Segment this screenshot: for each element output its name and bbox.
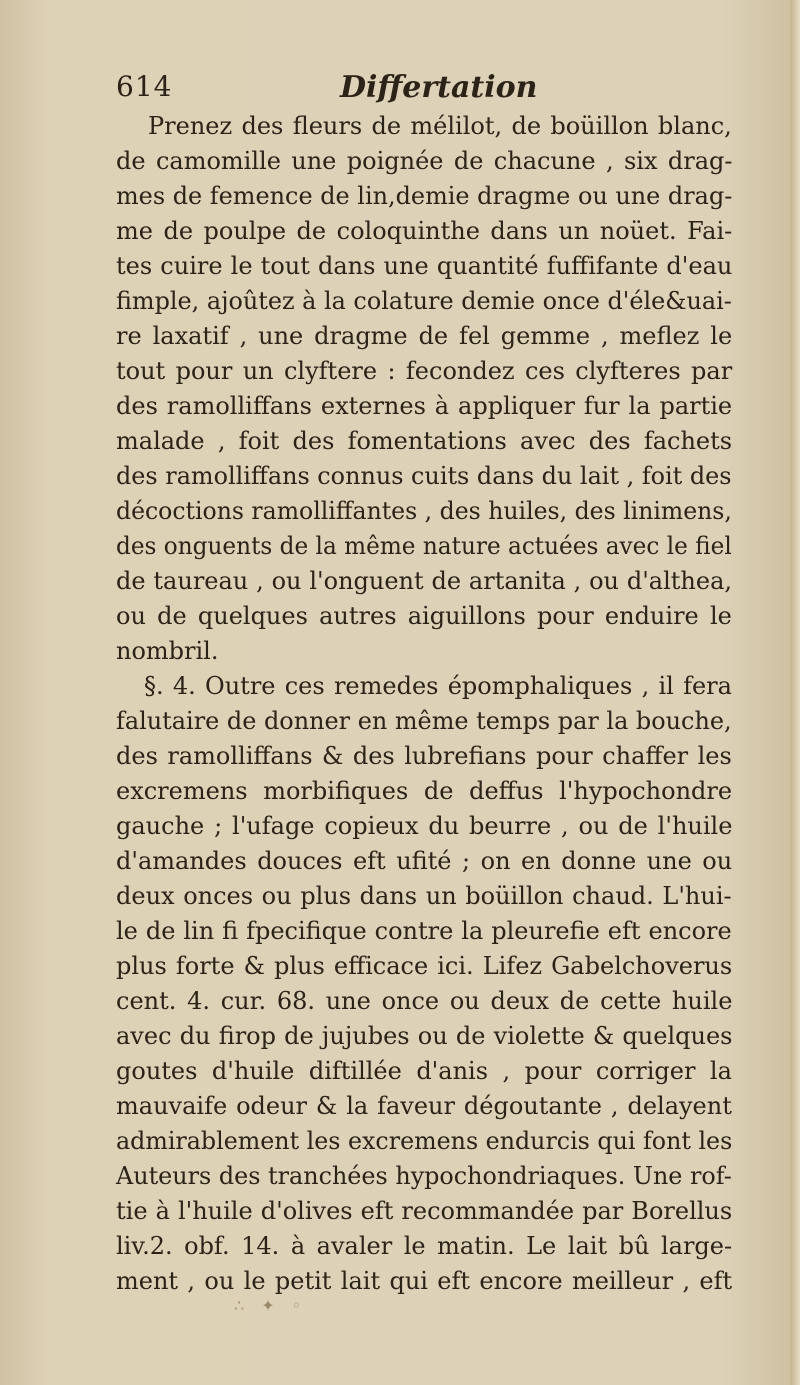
text-line: falutaire de donner en même temps par la bouche, [116,707,732,735]
text-line: cent. 4. cur. 68. une once ou deux de cette huile [116,987,733,1015]
text-line: excremens morbifiques de deffus l'hypochondre [116,777,733,805]
text-line: Prenez des fleurs de mélilot, de boüillon blanc, [148,112,732,140]
text-line: mauvaife odeur & la faveur dégoutante , delayent [116,1092,732,1120]
text-line: nombril. [116,637,219,665]
text-line: des ramolliffans & des lubrefians pour chaffer les [116,742,732,770]
text-line: de camomille une poignée de chacune , six drag- [116,147,733,175]
text-line: d'amandes douces eft ufité ; on en donne une ou [116,847,733,875]
text-line: admirablement les excremens endurcis qui font les [116,1127,733,1155]
text-line: des ramolliffans externes à appliquer fur la partie [116,392,733,420]
text-line: avec du firop de jujubes ou de violette & quelques [116,1022,733,1050]
text-line: tes cuire le tout dans une quantité fuffifante d'eau [116,252,733,280]
text-line: décoctions ramolliffantes , des huiles, des linimens, [116,497,732,525]
faded-ornament: ∴ ✦ ◦ [234,1296,308,1315]
text-line: ou de quelques autres aiguillons pour enduire le [116,602,732,630]
text-line: §. 4. Outre ces remedes épomphaliques , il fera [144,672,732,700]
text-line: ment , ou le petit lait qui eft encore meilleur , eft [116,1267,733,1295]
page-number: 614 [116,70,173,103]
text-line: des onguents de la même nature actuées avec le fiel [116,532,732,560]
text-line: le de lin fi fpecifique contre la pleurefie eft encore [116,917,732,945]
text-line: goutes d'huile diftillée d'anis , pour corriger la [116,1057,732,1085]
text-line: tout pour un clyftere : fecondez ces clyfteres par [116,357,733,385]
text-line: gauche ; l'ufage copieux du beurre , ou de l'huile [116,812,733,840]
text-line: plus forte & plus efficace ici. Lifez Gabelchoverus [116,952,733,980]
text-line: liv.2. obf. 14. à avaler le matin. Le lait bû large- [116,1232,733,1260]
text-line: fimple, ajoûtez à la colature demie once d'éle&uai- [116,287,732,315]
text-line: mes de femence de lin,demie dragme ou une drag- [116,182,733,210]
text-line: des ramolliffans connus cuits dans du lait , foit des [116,462,732,490]
text-line: re laxatif , une dragme de fel gemme , meflez le [116,322,733,350]
running-head: Differtation [340,70,538,105]
page-edge-shadow [790,0,800,1385]
text-line: me de poulpe de coloquinthe dans un noüet. Fai- [116,217,733,245]
text-line: deux onces ou plus dans un boüillon chaud. L'hui- [116,882,732,910]
text-line: malade , foit des fomentations avec des fachets [116,427,733,455]
text-line: de taureau , ou l'onguent de artanita , ou d'althea, [116,567,733,595]
text-line: tie à l'huile d'olives eft recommandée par Borellus [116,1197,733,1225]
text-line: Auteurs des tranchées hypochondriaques. Une rof- [116,1162,732,1190]
